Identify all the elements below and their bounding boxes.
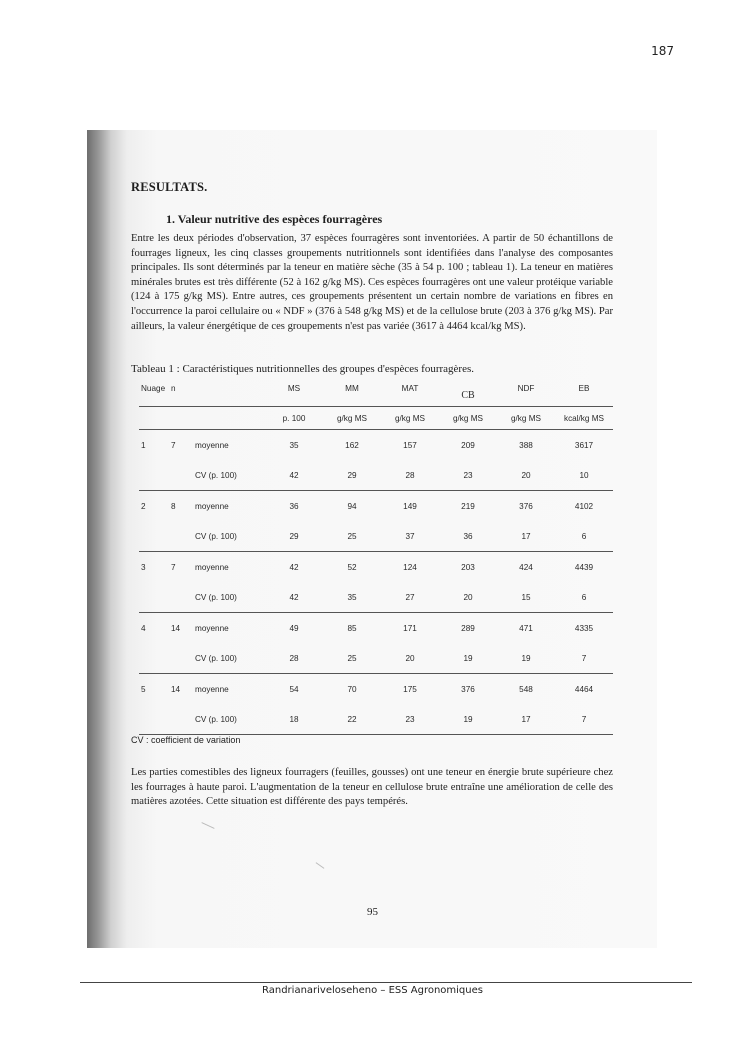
value-cell: 54 — [289, 684, 299, 694]
header-cell: g/kg MS — [439, 407, 497, 430]
section-heading: RESULTATS. — [131, 180, 208, 194]
table-row-mean — [139, 491, 613, 522]
value-cell: 42 — [265, 460, 323, 491]
value-cell: 85 — [347, 623, 357, 633]
header-cell: Nuage — [141, 384, 166, 393]
scan-smudge — [201, 822, 214, 829]
value-cell: 18 — [265, 704, 323, 735]
value-cell: 175 — [403, 684, 417, 694]
value-cell: 10 — [555, 460, 613, 491]
header-cell: EB — [578, 384, 590, 393]
table-row-cv — [139, 643, 613, 674]
value-cell: 20 — [439, 582, 497, 613]
value-cell: 4102 — [574, 501, 594, 511]
empty-cell — [139, 460, 171, 491]
stat-label-cell: CV (p. 100) — [195, 643, 265, 674]
header-cell — [171, 407, 195, 430]
value-cell: 15 — [497, 582, 555, 613]
value-cell: 19 — [497, 643, 555, 674]
value-cell: 162 — [345, 440, 359, 450]
value-cell: 7 — [555, 704, 613, 735]
header-cell — [195, 407, 265, 430]
table-row-cv — [139, 704, 613, 735]
value-cell: 37 — [381, 521, 439, 552]
value-cell: 23 — [439, 460, 497, 491]
value-cell: 19 — [439, 704, 497, 735]
value-cell: 29 — [323, 460, 381, 491]
value-cell: 6 — [555, 521, 613, 552]
value-cell: 471 — [519, 623, 533, 633]
value-cell: 6 — [555, 582, 613, 613]
nuage-cell: 2 — [141, 501, 146, 511]
value-cell: 376 — [519, 501, 533, 511]
value-cell: 27 — [381, 582, 439, 613]
value-cell: 36 — [439, 521, 497, 552]
nuage-cell: 3 — [141, 562, 146, 572]
value-cell: 3617 — [574, 440, 594, 450]
stat-label-cell: CV (p. 100) — [195, 582, 265, 613]
n-cell: 14 — [171, 623, 181, 633]
stat-label-cell: CV (p. 100) — [195, 460, 265, 491]
table-row-mean — [139, 674, 613, 705]
value-cell: 35 — [289, 440, 299, 450]
value-cell: 289 — [461, 623, 475, 633]
header-cell: n — [171, 384, 176, 393]
value-cell: 20 — [497, 460, 555, 491]
header-cell — [439, 380, 497, 407]
value-cell: 388 — [519, 440, 533, 450]
stat-label-cell: moyenne — [195, 562, 229, 572]
table-row-cv — [139, 521, 613, 552]
value-cell: 548 — [519, 684, 533, 694]
value-cell: 28 — [381, 460, 439, 491]
stat-label-cell: CV (p. 100) — [195, 521, 265, 552]
empty-cell — [139, 521, 171, 552]
value-cell: 203 — [461, 562, 475, 572]
empty-cell — [171, 704, 195, 735]
table-row-cv — [139, 582, 613, 613]
results-paragraph-2: Les parties comestibles des ligneux fourragers (feuilles, gousses) ont une teneur en énergie brute supérieure chez les fourrages à haute paroi. L'augmentation de la teneur en cellulose brute entraîne une amélioration de celle des matières azotées. Cette situation est différente des pays tempérés. — [131, 767, 613, 808]
header-cell — [139, 407, 171, 430]
empty-cell — [139, 643, 171, 674]
value-cell: 70 — [347, 684, 357, 694]
value-cell: 25 — [323, 521, 381, 552]
value-cell: 149 — [403, 501, 417, 511]
value-cell: 42 — [265, 582, 323, 613]
value-cell: 4439 — [574, 562, 594, 572]
value-cell: 42 — [289, 562, 299, 572]
n-cell: 8 — [171, 501, 176, 511]
table-row-mean — [139, 552, 613, 583]
empty-cell — [171, 643, 195, 674]
empty-cell — [171, 460, 195, 491]
table-row-mean — [139, 430, 613, 461]
value-cell: 20 — [381, 643, 439, 674]
empty-cell — [139, 582, 171, 613]
value-cell: 35 — [323, 582, 381, 613]
empty-cell — [171, 521, 195, 552]
header-cell: MAT — [401, 384, 419, 393]
value-cell: 23 — [381, 704, 439, 735]
value-cell: 4464 — [574, 684, 594, 694]
nuage-cell: 4 — [141, 623, 146, 633]
stat-label-cell: moyenne — [195, 440, 229, 450]
header-cell: MS — [287, 384, 301, 393]
value-cell: 376 — [461, 684, 475, 694]
table-caption: Tableau 1 : Caractéristiques nutritionnelles des groupes d'espèces fourragères. — [131, 363, 475, 375]
value-cell: 49 — [289, 623, 299, 633]
header-cell: MM — [345, 384, 359, 393]
value-cell: 52 — [347, 562, 357, 572]
table-note: CV : coefficient de variation — [131, 735, 241, 745]
scan-smudge — [316, 862, 325, 869]
stat-label-cell: moyenne — [195, 623, 229, 633]
scanned-page-image — [87, 130, 657, 948]
value-cell: 17 — [497, 704, 555, 735]
header-cell: g/kg MS — [381, 407, 439, 430]
value-cell: 7 — [555, 643, 613, 674]
page-number: 187 — [651, 44, 674, 58]
value-cell: 209 — [461, 440, 475, 450]
value-cell: 171 — [403, 623, 417, 633]
value-cell: 124 — [403, 562, 417, 572]
scanned-page-content — [131, 130, 621, 948]
stat-label-cell: CV (p. 100) — [195, 704, 265, 735]
value-cell: 28 — [265, 643, 323, 674]
nutrition-table — [139, 380, 613, 735]
table-row-cv — [139, 460, 613, 491]
header-cell: g/kg MS — [497, 407, 555, 430]
value-cell: 219 — [461, 501, 475, 511]
value-cell: 157 — [403, 440, 417, 450]
footer-divider — [80, 982, 692, 983]
table-header-row-1 — [139, 380, 613, 407]
value-cell: 22 — [323, 704, 381, 735]
value-cell: 25 — [323, 643, 381, 674]
results-paragraph-1: Entre les deux périodes d'observation, 37 espèces fourragères sont inventoriées. A partir de 50 échantillons de fourrages ligneux, les cinq classes groupements nutritionnels sont identifiées dans l'analyse des composantes principales. Ils sont déterminés par la teneur en matière sèche (35 à 54 p. 100 ; tableau 1). La teneur en matières minérales brutes est très différente (52 à 162 g/kg MS). Ces espèces fourragères ont une valeur protéique variable (124 à 175 g/kg MS). Entre autres, ces groupements présentent un certain nombre de variations en fibres en l'occurrence la paroi cellulaire ou « NDF » (376 à 548 g/kg MS) et de la cellulose brute (203 à 376 g/kg MS). Par ailleurs, la valeur énergétique de ces groupements n'est pas variée (3617 à 4464 kcal/kg MS). — [131, 233, 613, 332]
scan-page-number: 95 — [367, 906, 378, 918]
n-cell: 7 — [171, 440, 176, 450]
header-cell: NDF — [517, 384, 535, 393]
table-header-row-2 — [139, 407, 613, 430]
stat-label-cell: moyenne — [195, 501, 229, 511]
n-cell: 14 — [171, 684, 181, 694]
empty-cell — [171, 582, 195, 613]
header-cell: g/kg MS — [323, 407, 381, 430]
nuage-cell: 5 — [141, 684, 146, 694]
table-row-mean — [139, 613, 613, 644]
header-cell — [195, 380, 265, 407]
footer-text: Randrianariveloseheno – ESS Agronomiques — [262, 985, 483, 996]
nuage-cell: 1 — [141, 440, 146, 450]
subsection-heading: 1. Valeur nutritive des espèces fourragères — [166, 212, 383, 226]
value-cell: 17 — [497, 521, 555, 552]
value-cell: 424 — [519, 562, 533, 572]
empty-cell — [139, 704, 171, 735]
value-cell: 94 — [347, 501, 357, 511]
header-cell: kcal/kg MS — [555, 407, 613, 430]
stat-label-cell: moyenne — [195, 684, 229, 694]
value-cell: 36 — [289, 501, 299, 511]
header-cell-cb: CB — [461, 390, 475, 401]
n-cell: 7 — [171, 562, 176, 572]
value-cell: 4335 — [574, 623, 594, 633]
value-cell: 29 — [265, 521, 323, 552]
value-cell: 19 — [439, 643, 497, 674]
header-cell: p. 100 — [265, 407, 323, 430]
